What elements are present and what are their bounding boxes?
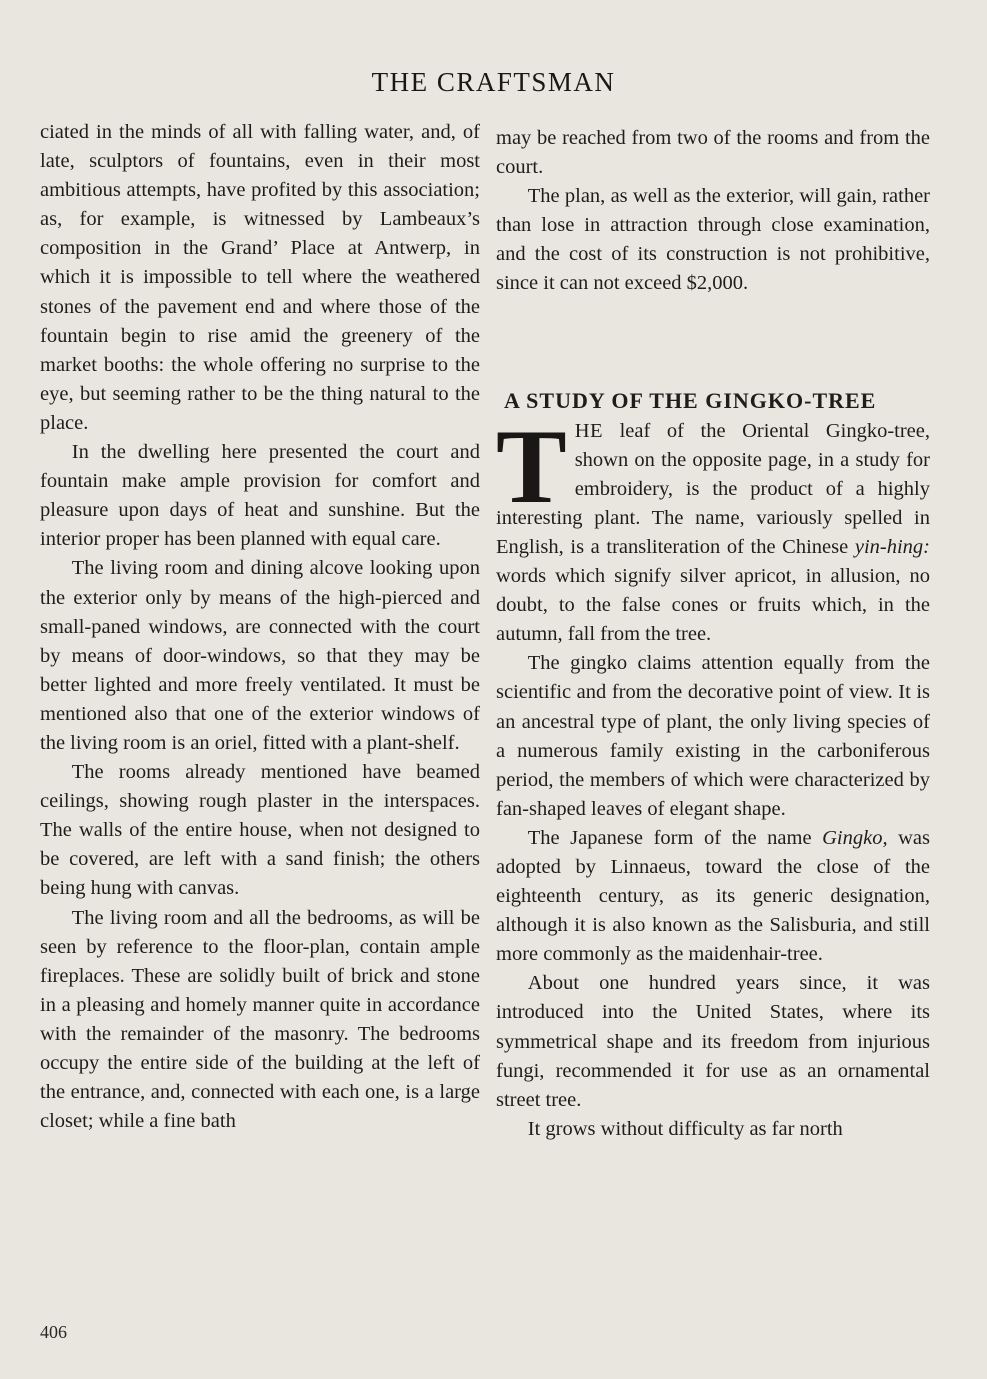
paragraph-united-states: About one hundred years since, it was introduced into the United States, where its symmetrical shape and its freedom from injurious fungi, recommended it for use as an ornamental street tree. bbox=[496, 972, 930, 1111]
japanese-italic-term: Gingko, bbox=[822, 826, 888, 849]
japanese-text-end: was adopted by Linnaeus, toward the close of the eighteenth century, as its generic designation, although it is also known as the Salisburia, and still more commonly as the maidenhair-tree. bbox=[496, 826, 930, 966]
japanese-text: The Japanese form of the name bbox=[527, 826, 823, 849]
paragraph-grows-north: It grows without difficulty as far north bbox=[527, 1117, 843, 1140]
paragraph-dwelling: In the dwelling here presented the court and fountain make ample provision for comfort and pleasure upon days of heat and sunshine. But the interior proper has been planned with equal care. bbox=[40, 441, 480, 551]
drop-cap: T bbox=[496, 407, 567, 525]
paragraph-bath-continued: may be reached from two of the rooms and from the court. bbox=[496, 127, 930, 179]
paragraph-living-room: The living room and dining alcove looking upon the exterior only by means of the high-pierced and small-paned windows, are connected with the court by means of door-windows, so that they may be better lighted and more freely ventilated. It must be mentioned also that one of the exterior windows of the living room is an oriel, fitted with a plant-shelf. bbox=[40, 557, 480, 754]
article-title: A STUDY OF THE GINGKO-TREE bbox=[504, 387, 877, 413]
running-header: THE CRAFTSMAN bbox=[371, 67, 616, 97]
lead-text: leaf of the Oriental Gingko-tree, shown on the opposite page, in a study for embroidery, is the product of a highly interesting plant. The name, variously spelled in English, is a transliteration of the Chinese bbox=[496, 419, 930, 558]
left-column bbox=[40, 118, 480, 1136]
paragraph-rooms: The rooms already mentioned have beamed ceilings, showing rough plaster in the interspaces. The walls of the entire house, when not designed to be covered, are left with a sand finish; the others being hung with canvas. bbox=[40, 761, 480, 900]
lead-small-caps: HE bbox=[574, 419, 604, 442]
right-column bbox=[496, 124, 930, 1144]
lead-text-end: words which signify silver apricot, in allusion, no doubt, to the false cones or fruits which, in the autumn, fall from the tree. bbox=[496, 565, 930, 646]
page-number: 406 bbox=[40, 1322, 67, 1342]
lead-italic-term: yin-hing: bbox=[854, 535, 930, 558]
paragraph-lead bbox=[496, 407, 930, 650]
paragraph-fireplaces: The living room and all the bedrooms, as will be seen by reference to the floor-plan, contain ample fireplaces. These are solidly built of brick and stone in a pleasing and homely manner quite in accordance with the remainder of the masonry. The bedrooms occupy the entire side of the building at the left of the entrance, and, connected with each one, is a large closet; while a fine bath bbox=[40, 906, 480, 1133]
paragraph-continued: ciated in the minds of all with falling water, and, of late, sculptors of fountains, even in their most ambitious attempts, have profited by this association; as, for example, is witnessed by Lambeaux’s composition in the Grand’ Place at Antwerp, in which it is impossible to tell where the weathered stones of the pavement end and where those of the fountain begin to rise amid the greenery of the market booths: the whole offering no surprise to the eye, but seeming rather to be the thing natural to the place. bbox=[40, 121, 480, 434]
paragraph-plan-cost: The plan, as well as the exterior, will gain, rather than lose in attraction through close examination, and the cost of its construction is not prohibitive, since it can not exceed $2,000. bbox=[496, 185, 930, 295]
paragraph-japanese-name bbox=[496, 824, 930, 969]
paragraph-gingko-claims: The gingko claims attention equally from the scientific and from the decorative point of view. It is an ancestral type of plant, the only living species of a numerous family existing in the carboniferous period, the members of which were characterized by fan-shaped leaves of elegant shape. bbox=[496, 652, 930, 820]
